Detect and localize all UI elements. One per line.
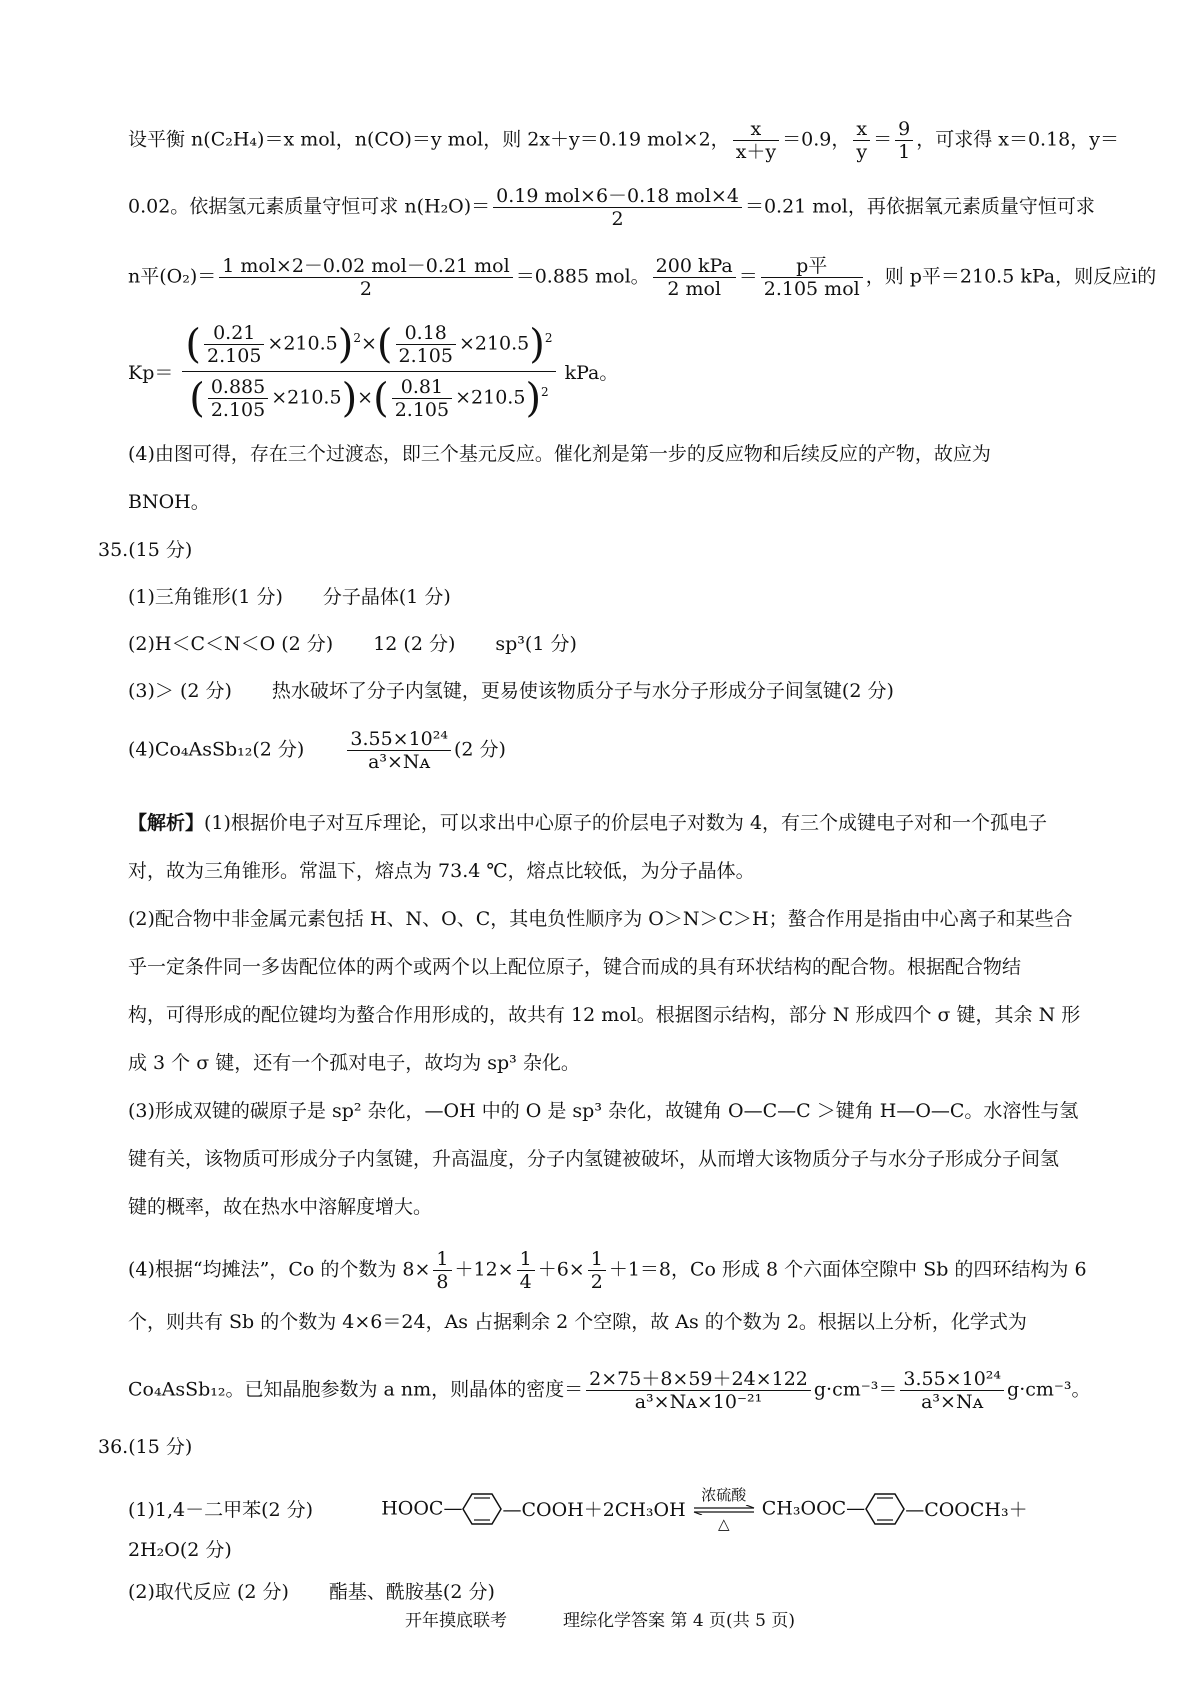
reactant-text: HOOC— — [381, 1497, 463, 1520]
text: Co₄AsSb₁₂。已知晶胞参数为 a nm，则晶体的密度＝ — [128, 1378, 584, 1401]
fraction — [396, 322, 456, 367]
text: × — [357, 386, 374, 409]
answer-part: (3)＞ (2 分) — [128, 680, 232, 702]
question-heading: 36.(15 分) — [98, 1436, 193, 1458]
text: ＝ — [873, 128, 893, 151]
denominator: 2 — [590, 1271, 603, 1293]
fraction — [761, 255, 863, 300]
paren: ) — [529, 321, 545, 368]
paragraph-line: BNOH。 — [128, 491, 210, 513]
fraction — [208, 376, 268, 421]
answer-part: (1)三角锥形(1 分) — [128, 586, 283, 608]
text: ，则 p平＝210.5 kPa，则反应ⅰ的 — [865, 265, 1157, 288]
numerator: 0.18 — [396, 322, 456, 345]
answer-line — [128, 1578, 1113, 1606]
denominator: y — [856, 141, 868, 163]
numerator: 2×75＋8×59＋24×122 — [586, 1368, 811, 1391]
exponent: 2 — [353, 331, 361, 346]
page-footer — [0, 1606, 1200, 1631]
benzene-ring-icon — [462, 1492, 502, 1526]
answer-part: 12 (2 分) — [373, 633, 456, 655]
fraction — [347, 728, 451, 773]
text: (4)根据“均摊法”，Co 的个数为 8× — [128, 1258, 431, 1281]
reaction-arrow — [692, 1484, 756, 1533]
paragraph-line: (4)由图可得，存在三个过渡态，即三个基元反应。催化剂是第一步的反应物和后续反应的产物，故应为 — [128, 443, 991, 465]
answer-line: 2H₂O(2 分) — [128, 1539, 232, 1561]
text: n平(O₂)＝ — [128, 265, 217, 288]
answer-part: 分子晶体(1 分) — [322, 586, 451, 608]
answer-part: (2)取代反应 (2 分) — [128, 1581, 289, 1603]
numerator: 0.19 mol×6－0.18 mol×4 — [493, 185, 742, 208]
text: ＋6× — [537, 1258, 585, 1281]
answer-part: (1)1,4－二甲苯(2 分) — [128, 1499, 314, 1521]
denominator: 2 — [359, 278, 373, 300]
numerator: 3.55×10²⁴ — [347, 728, 451, 751]
fraction — [493, 185, 742, 230]
footer-exam-name: 开年摸底联考 — [405, 1611, 508, 1631]
product-text: —COOCH₃＋ — [905, 1499, 1028, 1521]
analysis-line: 键的概率，故在热水中溶解度增大。 — [128, 1196, 433, 1218]
analysis-line: 成 3 个 σ 键，还有一个孤对电子，故均为 sp³ 杂化。 — [128, 1052, 580, 1074]
fraction — [433, 1248, 451, 1293]
solution-line-2 — [128, 185, 1113, 230]
solution-line-1 — [128, 118, 1119, 163]
analysis-line — [128, 1248, 1113, 1293]
kp-numerator — [182, 322, 555, 372]
fraction — [219, 255, 512, 300]
denominator: 2.105 — [398, 345, 453, 367]
analysis-line — [128, 809, 1113, 837]
fraction — [653, 255, 736, 300]
text: g·cm⁻³。 — [1007, 1378, 1091, 1401]
denominator: a³×Nᴀ — [921, 1391, 984, 1413]
analysis-line: (2)配合物中非金属元素包括 H、N、O、C，其电负性顺序为 O＞N＞C＞H；螯合作用是指由中心离子和某些合 — [128, 908, 1073, 930]
fraction — [853, 118, 870, 163]
answer-part: 酯基、酰胺基(2 分) — [328, 1581, 495, 1603]
numerator: 0.885 — [208, 376, 268, 399]
denominator: 2.105 mol — [763, 278, 860, 300]
question-heading: 35.(15 分) — [98, 539, 193, 561]
fraction — [900, 1368, 1004, 1413]
fraction — [586, 1368, 811, 1413]
kp-expression — [128, 322, 1113, 421]
denominator: a³×Nᴀ×10⁻²¹ — [634, 1391, 763, 1413]
text: ＝ — [738, 265, 758, 288]
answer-part: 热水破坏了分子内氢键，更易使该物质分子与水分子形成分子间氢键(2 分) — [271, 680, 894, 702]
text: ＝0.885 mol。 — [515, 265, 650, 288]
exponent: 2 — [541, 385, 549, 400]
numerator: 1 — [517, 1248, 535, 1271]
paren: ) — [525, 375, 542, 422]
benzene-ring-icon — [865, 1492, 905, 1526]
analysis-line: 构，可得形成的配位键均为螯合作用形成的，故共有 12 mol。根据图示结构，部分 N 形成四个 σ 键，其余 N 形 — [128, 1004, 1081, 1026]
text: ×210.5 — [267, 332, 338, 355]
kp-unit: kPa。 — [564, 362, 619, 384]
text: 0.02。依据氢元素质量守恒可求 n(H₂O)＝ — [128, 195, 491, 218]
analysis-line: 乎一定条件同一多齿配位体的两个或两个以上配位原子，键合而成的具有环状结构的配合物。根据配合物结 — [128, 956, 1022, 978]
analysis-tag: 【解析】 — [128, 812, 205, 834]
denominator: 8 — [436, 1271, 449, 1293]
paren: ) — [341, 375, 358, 422]
answer-part: (2 分) — [454, 738, 506, 761]
numerator: 0.21 — [204, 322, 264, 345]
product-text: CH₃OOC— — [761, 1497, 866, 1520]
answer-part: (4)Co₄AsSb₁₂(2 分) — [128, 738, 305, 761]
answer-line — [128, 728, 1113, 773]
reaction-condition: 浓硫酸 — [701, 1486, 747, 1504]
denominator: 2.105 — [210, 399, 266, 421]
text: ×210.5 — [271, 386, 342, 409]
solution-line-3 — [128, 255, 1157, 300]
reaction-line — [128, 1484, 1113, 1533]
denominator: 2 — [611, 208, 624, 230]
denominator: a³×Nᴀ — [368, 751, 431, 773]
fraction — [733, 118, 779, 163]
answer-line — [128, 630, 1113, 658]
text: ，可求得 x＝0.18，y＝ — [916, 128, 1119, 151]
fraction — [588, 1248, 606, 1293]
equilibrium-arrow-icon — [692, 1505, 756, 1515]
paren: ( — [376, 321, 393, 368]
text: ×210.5 — [455, 386, 526, 409]
numerator: x — [853, 118, 870, 141]
denominator: 2.105 — [207, 345, 262, 367]
denominator: 4 — [519, 1271, 532, 1293]
text: × — [361, 332, 377, 355]
denominator: 1 — [898, 141, 911, 163]
reaction-condition: △ — [717, 1515, 730, 1533]
kp-denominator — [182, 372, 555, 421]
fraction — [895, 118, 913, 163]
fraction — [517, 1248, 535, 1293]
text: ＝0.21 mol，再依据氧元素质量守恒可求 — [744, 195, 1095, 218]
footer-page-info: 理综化学答案 第 4 页(共 5 页) — [563, 1611, 795, 1631]
denominator: 2.105 — [394, 399, 450, 421]
numerator: 1 mol×2－0.02 mol－0.21 mol — [219, 255, 512, 278]
denominator: 2 mol — [667, 278, 722, 300]
paren: ( — [189, 375, 205, 422]
numerator: 200 kPa — [653, 255, 736, 278]
analysis-line: (3)形成双键的碳原子是 sp² 杂化，—OH 中的 O 是 sp³ 杂化，故键角 O—C—C ＞键角 H—O—C。水溶性与氢 — [128, 1100, 1079, 1122]
numerator: 1 — [588, 1248, 606, 1271]
numerator: 9 — [895, 118, 913, 141]
answer-part: (2)H＜C＜N＜O (2 分) — [128, 633, 334, 655]
kp-label: Kp＝ — [128, 362, 174, 384]
exponent: 2 — [544, 331, 553, 346]
text: ＋1＝8，Co 形成 8 个六面体空隙中 Sb 的四环结构为 6 — [608, 1258, 1087, 1281]
denominator: x＋y — [735, 141, 777, 163]
paren: ) — [337, 321, 354, 368]
answer-line — [128, 677, 1113, 705]
numerator: x — [733, 118, 779, 141]
text: g·cm⁻³＝ — [813, 1378, 898, 1401]
numerator: 0.81 — [392, 376, 452, 399]
analysis-line: 对，故为三角锥形。常温下，熔点为 73.4 ℃，熔点比较低，为分子晶体。 — [128, 860, 755, 882]
numerator: 3.55×10²⁴ — [900, 1368, 1004, 1391]
analysis-line — [128, 1368, 1113, 1413]
analysis-line: 键有关，该物质可形成分子内氢键，升高温度，分子内氢键被破坏，从而增大该物质分子与水分子形成分子间氢 — [128, 1148, 1060, 1170]
text: ＝0.9， — [782, 128, 851, 151]
paren: ( — [373, 375, 389, 422]
text: (1)根据价电子对互斥理论，可以求出中心原子的价层电子对数为 4，有三个成键电子对和一个孤电子 — [204, 812, 1048, 834]
analysis-line: 个，则共有 Sb 的个数为 4×6＝24，As 占据剩余 2 个空隙，故 As 的个数为 2。根据以上分析，化学式为 — [128, 1311, 1027, 1333]
answer-line — [128, 583, 1113, 611]
numerator: 1 — [433, 1248, 451, 1271]
paren: ( — [185, 321, 202, 368]
text: 设平衡 n(C₂H₄)＝x mol，n(CO)＝y mol，则 2x＋y＝0.19 mol×2， — [128, 128, 730, 151]
answer-part: sp³(1 分) — [495, 633, 577, 655]
text: ＋12× — [454, 1258, 514, 1281]
fraction — [204, 322, 264, 367]
text: ×210.5 — [458, 332, 530, 355]
reactant-text: —COOH＋2CH₃OH — [502, 1499, 686, 1521]
numerator: p平 — [761, 255, 863, 278]
fraction — [392, 376, 452, 421]
kp-fraction — [182, 322, 555, 421]
